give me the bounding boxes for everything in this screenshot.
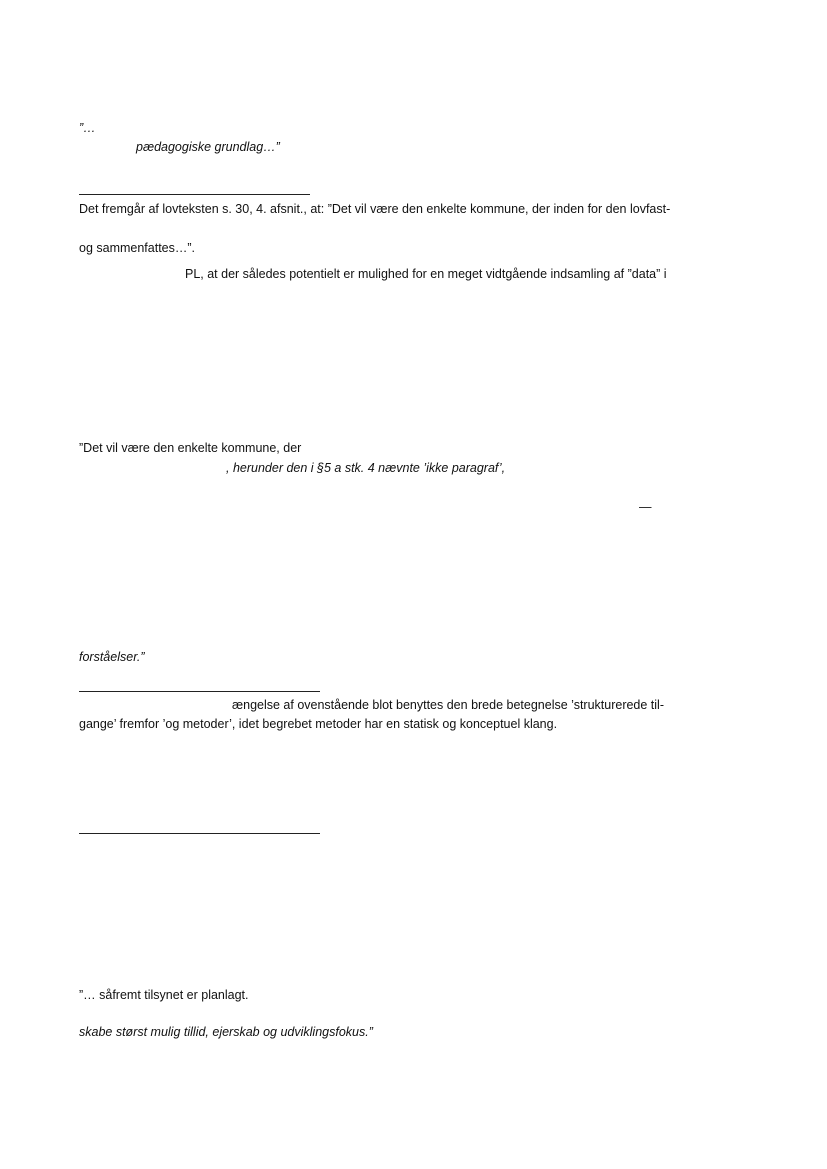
body-pl-sentence: PL, at der således potentielt er mulighed for en meget vidtgående indsamling af ”data” i (185, 267, 667, 281)
quote-ellipsis: ”… (79, 121, 96, 135)
footnote-metoder-line-1: ængelse af ovenstående blot benyttes den brede betegnelse ’strukturerede til- (232, 698, 665, 712)
quote-tilsyn: ”… såfremt tilsynet er planlagt. (79, 988, 249, 1002)
footnote-lovtekst-line-2: og sammenfattes…”. (79, 241, 196, 255)
footnote-metoder-line-2: gange’ fremfor ’og metoder’, idet begrebet metoder har en statisk og konceptuel klang. (79, 717, 558, 731)
footnote-lovtekst-line-1: Det fremgår af lovteksten s. 30, 4. afsnit., at: ”Det vil være den enkelte kommune, der inden for den lovfast- (79, 202, 671, 216)
footnote-separator (79, 833, 320, 834)
quote-kommune: ”Det vil være den enkelte kommune, der (79, 441, 302, 455)
quote-forstaaelser: forståelser.” (79, 650, 145, 664)
quote-paragraf: , herunder den i §5 a stk. 4 nævnte ’ikke paragraf’, (226, 461, 506, 475)
quote-paedagogiske-grundlag: pædagogiske grundlag…” (136, 140, 280, 154)
footnote-separator (79, 194, 310, 195)
em-dash: — (639, 500, 652, 514)
quote-tillid: skabe størst mulig tillid, ejerskab og udviklingsfokus.” (79, 1025, 373, 1039)
footnote-separator (79, 691, 320, 692)
